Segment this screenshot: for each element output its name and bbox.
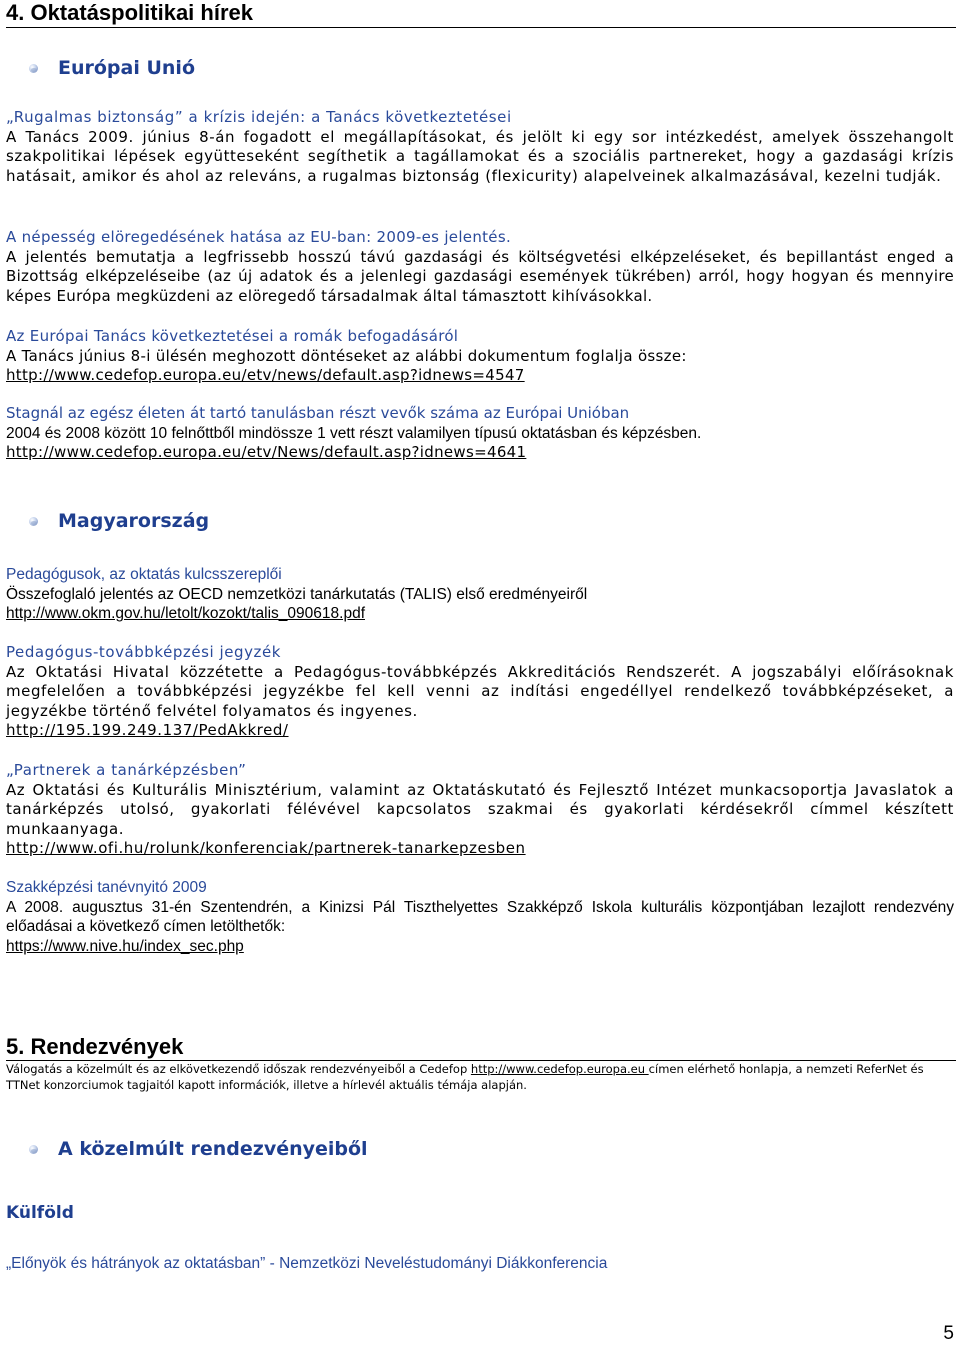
recent-events-heading [28, 1138, 368, 1160]
eu-item-body: A jelentés bemutatja a legfrissebb hosszú távú gazdasági és költségvetési elképzeléseket, és bepillantást enged a Bizottság elképzeléseibe (az új adatok és a jelenlegi gazdasági események tükrében) arról, hogy hogyan és mennyire képes Európa megküzdeni az elöregedő társadalmak által támasztott kihívásokkal. [6, 247, 954, 305]
hu-item-title: Pedagógusok, az oktatás kulcsszereplői [6, 566, 282, 583]
eu-item-title: „Rugalmas biztonság” a krízis idején: a Tanács következtetései [6, 108, 512, 126]
bullet-icon [28, 517, 40, 526]
hu-heading-label: Magyarország [58, 510, 210, 532]
hu-item-body: Összefoglaló jelentés az OECD nemzetközi tanárkutatás (TALIS) első eredményeiről [6, 585, 588, 603]
eu-item-ageing [6, 228, 954, 306]
section-5-heading: 5. Rendezvények [6, 1034, 184, 1059]
section-4-heading: 4. Oktatáspolitikai hírek [6, 0, 253, 25]
hu-item-pedakkred [6, 643, 954, 741]
intro-text-after: címen elérhető honlapja, a nemzeti ReferNet és TTNet konzorciumok tagjaitól kapott információk, illetve a hírlevél aktuális témája alapján. [6, 1062, 924, 1092]
eu-item-body: 2004 és 2008 között 10 felnőttből mindössze 1 vett részt valamilyen típusú oktatásban és képzésben. [6, 424, 702, 442]
hu-item-body: Az Oktatási Hivatal közzétette a Pedagógus-továbbképzés Akkreditációs Rendszerét. A jogszabályi előírásoknak megfelelően a továbbképzési jegyzékbe fel kell venni az indítási engedéllyel rendelkező továbbképzéseket, a jegyzékbe történő felvétel folyamatos és ingyenes. [6, 662, 954, 720]
abroad-heading: Külföld [6, 1203, 74, 1223]
hu-heading [28, 510, 209, 532]
hu-item-tanevnyito [6, 878, 954, 956]
bullet-icon [28, 1145, 40, 1154]
hu-item-talis [6, 565, 954, 624]
eu-item-body: A Tanács június 8-i ülésén meghozott döntéseket az alábbi dokumentum foglalja össze: [6, 346, 687, 365]
eu-item-roma [6, 327, 954, 386]
hu-item-body: Az Oktatási és Kulturális Minisztérium, valamint az Oktatáskutató és Fejlesztő Intézet munkacsoportja Javaslatok a tanárképzés utolsó, gyakorlati félévével kapcsolatos szakmai és gyakorlati kérdésekről címmel készített munkaanyaga. [6, 780, 954, 838]
hu-item-link[interactable]: https://www.nive.hu/index_sec.php [6, 937, 244, 955]
hu-item-body: A 2008. augusztus 31-én Szentendrén, a Kinizsi Pál Tiszthelyettes Szakképző Iskola kulturális központjában lezajlott rendezvény előadásai a következő címen letölthetők: [6, 898, 954, 935]
hu-item-partnerek [6, 761, 954, 859]
eu-item-link[interactable]: http://www.cedefop.europa.eu/etv/News/default.asp?idnews=4641 [6, 443, 527, 461]
eu-heading-label: Európai Unió [58, 57, 195, 79]
cedefop-link[interactable]: http://www.cedefop.europa.eu [470, 1062, 649, 1076]
eu-item-body: A Tanács 2009. június 8-án fogadott el megállapításokat, és jelölt ki egy sor intézkedést, amelyek összehangolt szakpolitikai lépések együtteseként segíthetik a tagállamokat és a szociális partnereket, hogy a gazdasági krízis hatásait, amikor és ahol az releváns, a rugalmas biztonság (flexicurity) alapelveinek alkalmazásával, kezelni tudják. [6, 127, 954, 185]
intro-text-before: Válogatás a közelmúlt és az elkövetkezendő időszak rendezvényeiből a Cedefop [6, 1062, 471, 1076]
recent-events-heading-label: A közelmúlt rendezvényeiből [58, 1138, 368, 1160]
eu-item-lifelong-learning [6, 404, 954, 463]
event-title: „Előnyök és hátrányok az oktatásban” - Nemzetközi Neveléstudományi Diákkonferencia [6, 1255, 608, 1272]
bullet-icon [28, 64, 40, 73]
section-4-rule [6, 27, 956, 28]
hu-item-title: „Partnerek a tanárképzésben” [6, 761, 247, 779]
eu-item-title: A népesség elöregedésének hatása az EU-ban: 2009-es jelentés. [6, 228, 512, 246]
hu-item-title: Pedagógus-továbbképzési jegyzék [6, 643, 281, 661]
eu-heading [28, 57, 195, 79]
section-5-intro [6, 1061, 956, 1093]
page-number: 5 [943, 1323, 954, 1344]
eu-item-flexicurity [6, 108, 954, 186]
hu-item-title: Szakképzési tanévnyitó 2009 [6, 879, 207, 896]
hu-item-link[interactable]: http://www.ofi.hu/rolunk/konferenciak/partnerek-tanarkepzesben [6, 839, 526, 857]
eu-item-title: Az Európai Tanács következtetései a romák befogadásáról [6, 327, 459, 345]
hu-item-link[interactable]: http://195.199.249.137/PedAkkred/ [6, 721, 289, 739]
eu-item-link[interactable]: http://www.cedefop.europa.eu/etv/news/default.asp?idnews=4547 [6, 366, 525, 384]
eu-item-title: Stagnál az egész életen át tartó tanulásban részt vevők száma az Európai Unióban [6, 404, 630, 422]
hu-item-link[interactable]: http://www.okm.gov.hu/letolt/kozokt/talis_090618.pdf [6, 605, 365, 622]
